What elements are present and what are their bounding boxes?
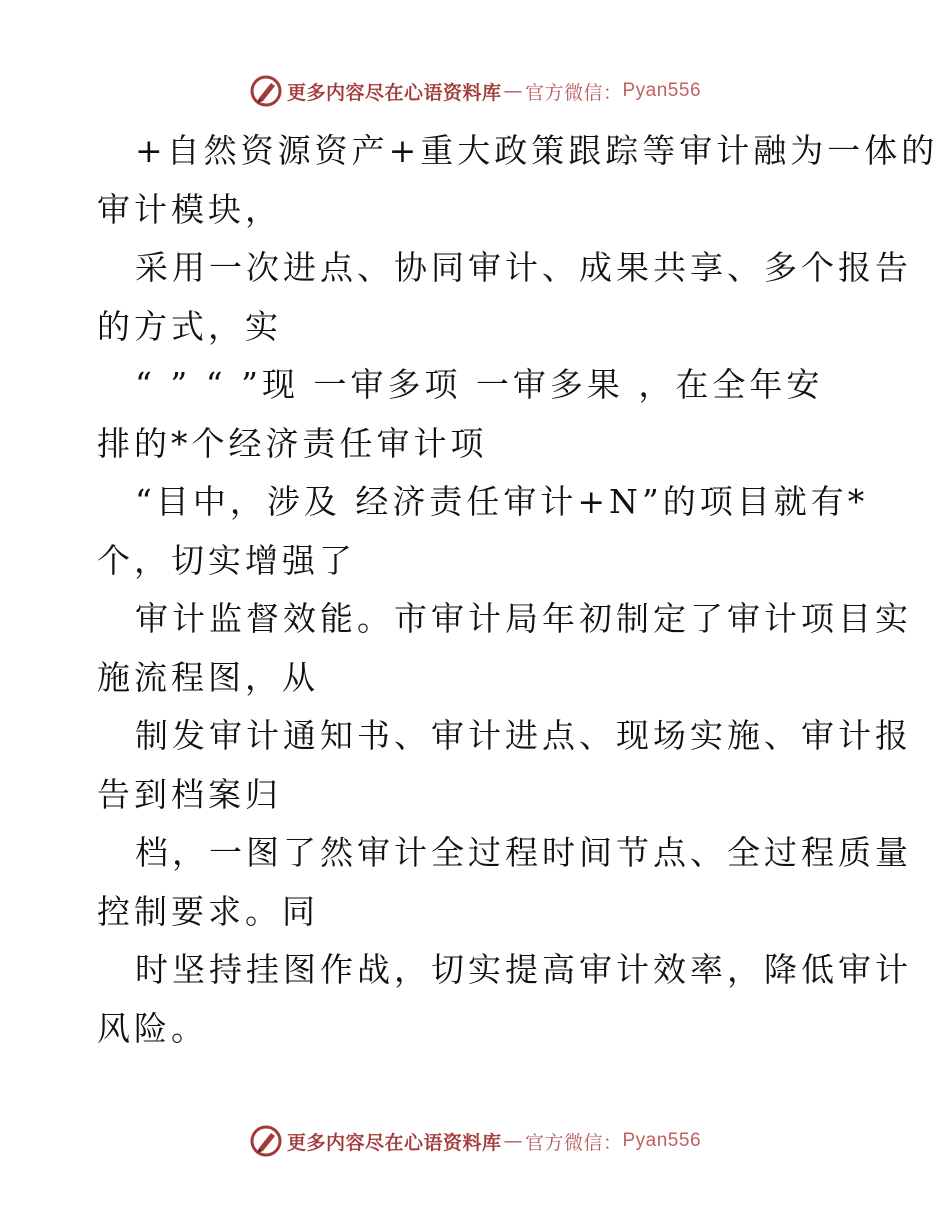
text-line: 告到档案归: [97, 774, 282, 814]
text-line: 排的*个经济责任审计项: [97, 423, 488, 463]
text-line: 审计模块，: [97, 189, 282, 229]
watermark-wechat-label: 官方微信：: [524, 1131, 623, 1154]
text-line: 控制要求。同: [97, 891, 319, 931]
text-line: 的方式，实: [97, 306, 282, 346]
text-line: 档，一图了然审计全过程时间节点、全过程质量: [135, 833, 912, 872]
text-line: +自然资源资产+重大政策跟踪等审计融为一体的: [135, 131, 939, 170]
watermark-title: 更多内容尽在心语资料库: [286, 1131, 502, 1154]
watermark-footer: [0, 1121, 950, 1161]
watermark-title: 更多内容尽在心语资料库: [286, 81, 502, 104]
text-line: 审计监督效能。市审计局年初制定了审计项目实: [135, 599, 912, 638]
text-line: 采用一次进点、协同审计、成果共享、多个报告: [135, 248, 912, 287]
pen-logo-icon: [249, 74, 283, 108]
watermark-wechat-label: 官方微信：: [524, 81, 623, 104]
text-line: 制发审计通知书、审计进点、现场实施、审计报: [135, 716, 912, 755]
text-line: 风险。: [97, 1008, 208, 1048]
watermark-dash: —: [503, 1130, 523, 1152]
text-line: “ ” “ ”现 一审多项 一审多果 ，在全年安: [135, 365, 824, 404]
watermark-handle: Pyan556: [622, 80, 702, 101]
document-body: [97, 122, 939, 1058]
watermark-dash: —: [503, 80, 523, 102]
text-line: “目中，涉及 经济责任审计+N”的项目就有*: [135, 482, 869, 521]
watermark-handle: Pyan556: [622, 1130, 702, 1151]
text-line: 施流程图，从: [97, 657, 319, 697]
text-line: 时坚持挂图作战，切实提高审计效率，降低审计: [135, 950, 912, 989]
pen-logo-icon: [249, 1124, 283, 1158]
text-line: 个，切实增强了: [97, 540, 356, 580]
watermark-header: [0, 71, 950, 111]
